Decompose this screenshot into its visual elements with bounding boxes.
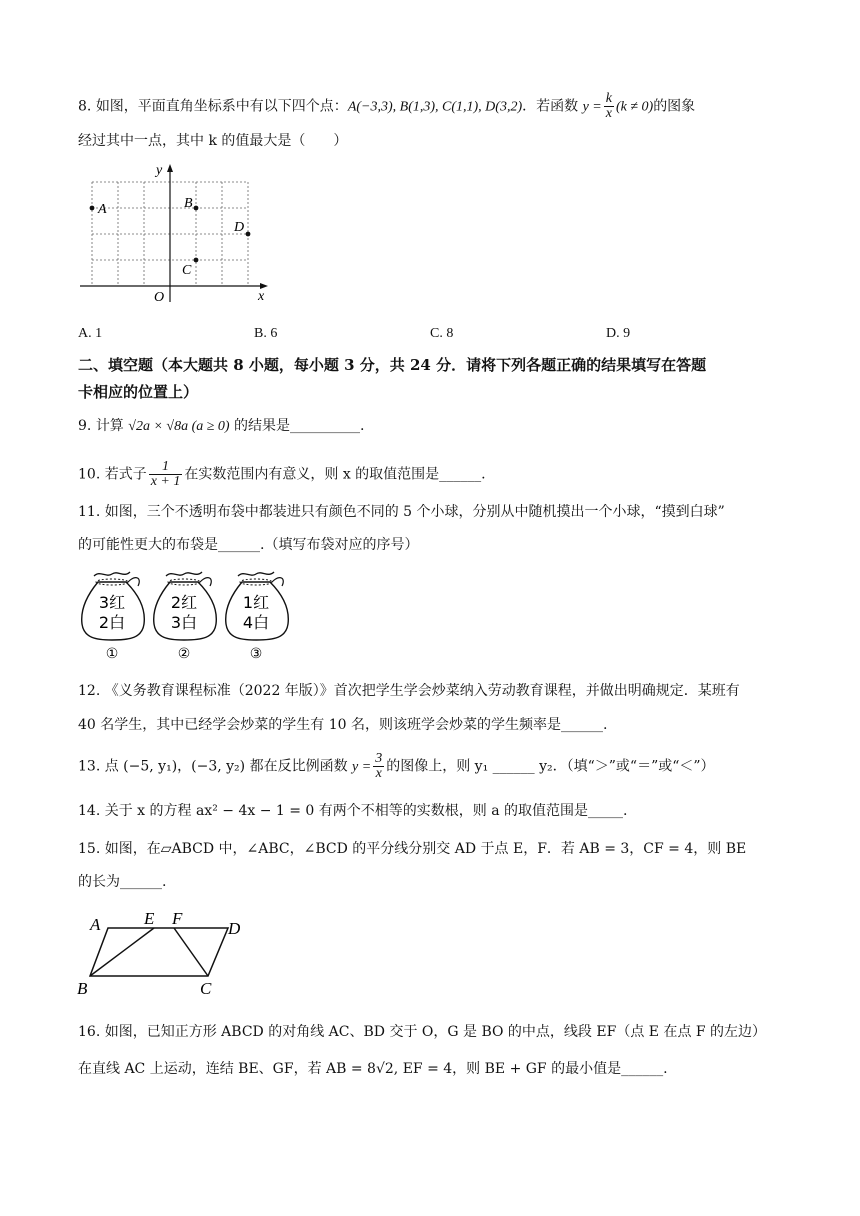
q8-axis-x-label: x bbox=[258, 289, 265, 304]
q8-point-label-b: B bbox=[184, 196, 193, 211]
q14-number: 14. bbox=[78, 803, 101, 819]
q8-points: A(−3,3), B(1,3), C(1,1), D(3,2) bbox=[347, 99, 523, 115]
bag-white-count: 3白 bbox=[170, 613, 198, 632]
q16-text1: 如图，已知正方形 ABCD 的对角线 AC、BD 交于 O，G 是 BO 的中点，线段 EF（点 E 在点 F 的左边） bbox=[104, 1024, 767, 1040]
q8-point-b bbox=[194, 206, 199, 211]
bag-red-count: 2红 bbox=[170, 593, 198, 612]
q16-line1 bbox=[78, 1022, 766, 1042]
bag-white-count: 2白 bbox=[98, 613, 126, 632]
bag-ribbon bbox=[272, 578, 283, 586]
q8-point-label-d: D bbox=[234, 220, 245, 235]
q11-line2: 的可能性更大的布袋是______.（填写布袋对应的序号） bbox=[78, 537, 419, 553]
q14 bbox=[78, 801, 627, 821]
bag-top bbox=[238, 572, 274, 576]
q13-pre: 点 (−5, y₁)，(−3, y₂) 都在反比例函数 bbox=[104, 758, 348, 775]
bag-top bbox=[166, 572, 202, 576]
q8-graph-word: 的图象 bbox=[653, 98, 696, 115]
section2-heading-line1: 二、填空题（本大题共 8 小题，每小题 3 分，共 24 分．请将下列各题正确的结果填写在答题 bbox=[78, 356, 707, 374]
q8-axis-y-label: y bbox=[156, 163, 163, 178]
q8-frac-num: k bbox=[605, 91, 612, 106]
bag-ribbon bbox=[128, 578, 139, 586]
q12-number: 12. bbox=[78, 683, 101, 699]
q8-intro: 如图，平面直角坐标系中有以下四个点： bbox=[95, 98, 348, 115]
q15-segment-cf bbox=[174, 928, 208, 976]
q12-line2: 40 名学生，其中已经学会炒菜的学生有 10 名，则该班学会炒菜的学生频率是______. bbox=[78, 717, 608, 733]
q15-label-e: E bbox=[144, 909, 155, 928]
bag-number: ① bbox=[105, 646, 119, 662]
q15-line1 bbox=[78, 839, 746, 859]
q15-label-c: C bbox=[200, 979, 212, 998]
q8-coordinate-figure bbox=[78, 160, 278, 308]
q8-y-arrow bbox=[167, 164, 173, 172]
q8-if-function: ．若函数 bbox=[522, 98, 579, 115]
q8-origin-label: O bbox=[154, 290, 165, 305]
q8-line1 bbox=[78, 92, 695, 121]
q8-point-label-c: C bbox=[182, 263, 192, 278]
bag-3 bbox=[226, 572, 289, 662]
q15-parallelogram-figure bbox=[74, 906, 254, 1002]
q10-pre: 若式子 bbox=[104, 466, 147, 483]
q8-option-c[interactable]: C. 8 bbox=[430, 326, 454, 341]
bag-top bbox=[94, 572, 130, 576]
bag-white-count: 4白 bbox=[242, 613, 270, 632]
bag-2 bbox=[154, 572, 217, 662]
q8-point-d bbox=[246, 232, 251, 237]
q13-number: 13. bbox=[78, 758, 101, 775]
q10-post: 在实数范围内有意义，则 x 的取值范围是______. bbox=[184, 466, 486, 483]
q11-line1 bbox=[78, 502, 725, 522]
q12-text1: 《义务教育课程标准（2022 年版）》首次把学生学会炒菜纳入劳动教育课程，并做出明确规定．某班有 bbox=[104, 683, 740, 699]
q15-line2: 的长为______. bbox=[78, 874, 167, 890]
q9 bbox=[78, 416, 365, 437]
q13 bbox=[78, 752, 715, 781]
q8-frac-den: x bbox=[605, 106, 612, 121]
q10 bbox=[78, 460, 486, 489]
q8-func-cond: (k ≠ 0) bbox=[615, 99, 654, 115]
q9-number: 9. bbox=[78, 418, 92, 434]
q13-func-lhs: y = bbox=[352, 759, 372, 775]
q8-point-c bbox=[194, 258, 199, 263]
q12-line1 bbox=[78, 681, 740, 701]
q9-post: 的结果是__________. bbox=[234, 418, 365, 434]
q15-label-f: F bbox=[172, 909, 183, 928]
bag-1 bbox=[82, 572, 145, 662]
q15-label-a: A bbox=[90, 915, 101, 934]
q10-number: 10. bbox=[78, 466, 101, 483]
bag-red-count: 1红 bbox=[242, 593, 270, 612]
q15-label-b: B bbox=[77, 979, 88, 998]
q14-text: 关于 x 的方程 ax² − 4x − 1 = 0 有两个不相等的实数根，则 a 的取值范围是_____. bbox=[104, 803, 628, 819]
q11-text1: 如图，三个不透明布袋中都装进只有颜色不同的 5 个小球，分别从中随机摸出一个小球，“摸到白球” bbox=[104, 504, 725, 520]
q9-pre: 计算 bbox=[95, 418, 124, 434]
q15-label-d: D bbox=[228, 919, 241, 938]
q15-parallelogram bbox=[90, 928, 228, 976]
q13-post: 的图像上，则 y₁ ______ y₂．（填“＞”或“＝”或“＜”） bbox=[386, 758, 715, 775]
q8-number: 8. bbox=[78, 98, 92, 115]
q8-point-a bbox=[90, 206, 95, 211]
q15-number: 15. bbox=[78, 841, 101, 857]
q8-line2: 经过其中一点，其中 k 的值最大是（ ） bbox=[78, 133, 348, 149]
q13-fraction: $\frac{3}{x}$ bbox=[375, 751, 383, 781]
section2-heading-line2: 卡相应的位置上） bbox=[78, 383, 199, 401]
q15-text1: 如图，在▱ABCD 中，∠ABC，∠BCD 的平分线分别交 AD 于点 E，F．若 AB = 3，CF = 4，则 BE bbox=[104, 841, 747, 857]
q8-option-a[interactable]: A. 1 bbox=[78, 326, 103, 341]
q16-line2: 在直线 AC 上运动，连结 BE、GF，若 AB = 8√2, EF = 4，则 BE + GF 的最小值是______. bbox=[78, 1061, 668, 1077]
q10-fraction: $\frac{1}{x + 1}$ bbox=[150, 459, 181, 489]
q16-number: 16. bbox=[78, 1024, 101, 1040]
bag-number: ② bbox=[177, 646, 191, 662]
bag-ribbon bbox=[200, 578, 211, 586]
q11-number: 11. bbox=[78, 504, 101, 520]
q11-bags-figure bbox=[78, 568, 298, 664]
bag-number: ③ bbox=[249, 646, 263, 662]
q8-point-label-a: A bbox=[98, 202, 107, 217]
q8-option-b[interactable]: B. 6 bbox=[254, 326, 278, 341]
q8-fraction bbox=[604, 92, 614, 121]
q9-expr: √2a × √8a (a ≥ 0) bbox=[128, 419, 230, 434]
bag-red-count: 3红 bbox=[98, 593, 126, 612]
q8-func-lhs: y = bbox=[582, 99, 602, 115]
q8-option-d[interactable]: D. 9 bbox=[606, 326, 631, 341]
